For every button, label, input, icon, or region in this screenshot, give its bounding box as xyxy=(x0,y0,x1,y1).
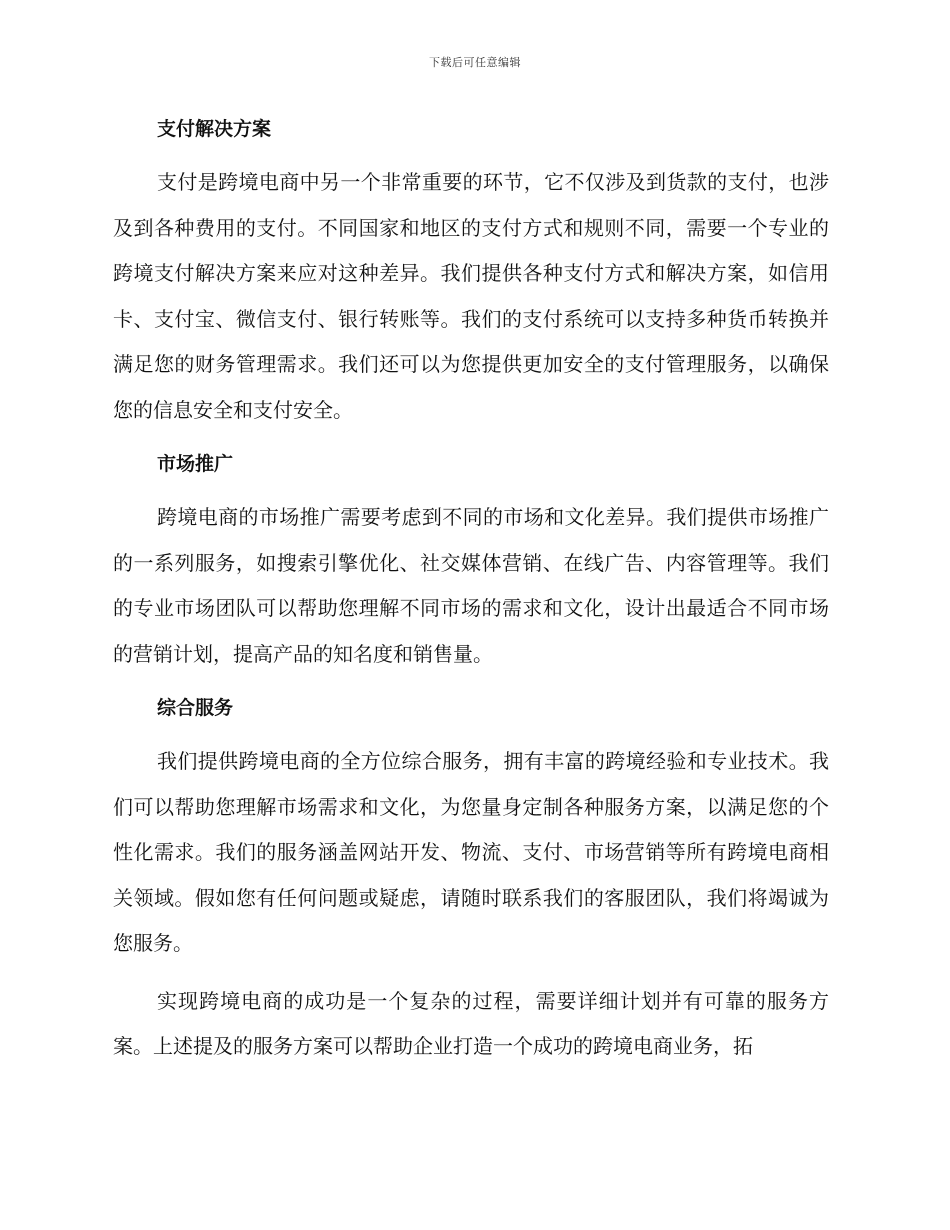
section-heading-comprehensive: 综合服务 xyxy=(157,697,234,719)
section-paragraph-comprehensive: 我们提供跨境电商的全方位综合服务，拥有丰富的跨境经验和专业技术。我们可以帮助您理解市场需求和文化，为您量身定制各种服务方案，以满足您的个性化需求。我们的服务涵盖网站开发、物流、支付、市场营销等所有跨境电商相关领域。假如您有任何问题或疑虑，请随时联系我们的客服团队，我们将竭诚为您服务。 xyxy=(113,749,829,955)
section-heading-payment: 支付解决方案 xyxy=(157,118,272,140)
closing-paragraph: 实现跨境电商的成功是一个复杂的过程，需要详细计划并有可靠的服务方案。上述提及的服务方案可以帮助企业打造一个成功的跨境电商业务，拓 xyxy=(113,988,829,1058)
section-heading-marketing: 市场推广 xyxy=(157,453,234,475)
section-paragraph-payment: 支付是跨境电商中另一个非常重要的环节，它不仅涉及到货款的支付，也涉及到各种费用的支付。不同国家和地区的支付方式和规则不同，需要一个专业的跨境支付解决方案来应对这种差异。我们提供各种支付方式和解决方案，如信用卡、支付宝、微信支付、银行转账等。我们的支付系统可以支持多种货币转换并满足您的财务管理需求。我们还可以为您提供更加安全的支付管理服务，以确保您的信息安全和支付安全。 xyxy=(113,170,829,422)
section-paragraph-marketing: 跨境电商的市场推广需要考虑到不同的市场和文化差异。我们提供市场推广的一系列服务，如搜索引擎优化、社交媒体营销、在线广告、内容管理等。我们的专业市场团队可以帮助您理解不同市场的需求和文化，设计出最适合不同市场的营销计划，提高产品的知名度和销售量。 xyxy=(113,505,829,666)
document-body xyxy=(113,110,829,1070)
header-note: 下载后可任意编辑 xyxy=(429,56,521,69)
